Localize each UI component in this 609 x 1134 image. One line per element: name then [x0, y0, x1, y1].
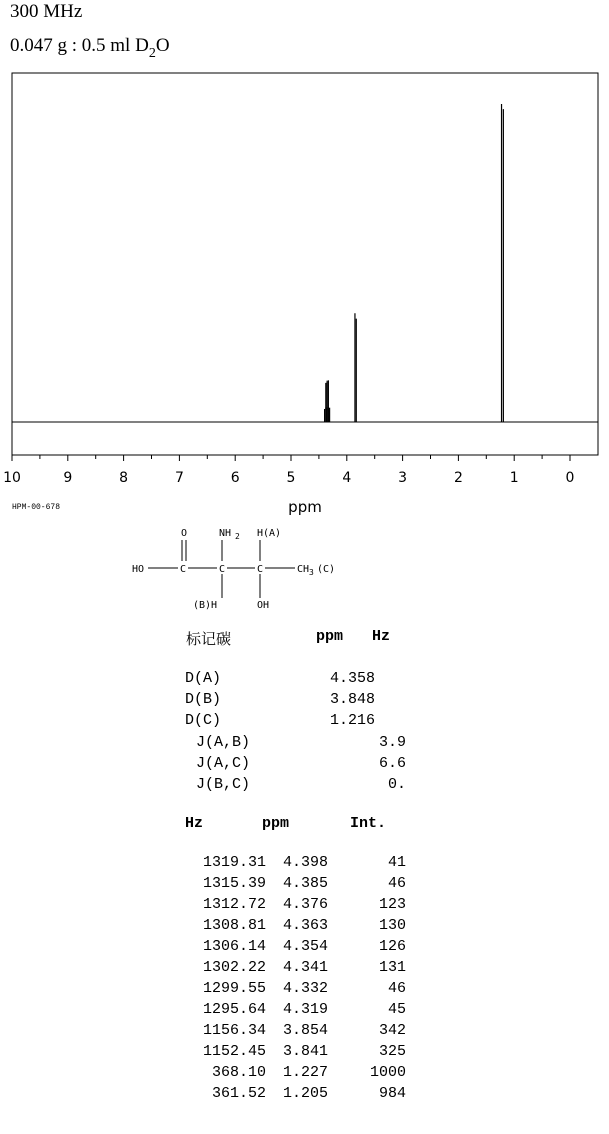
peak-ppm-cell: 1.227 — [282, 1064, 328, 1081]
peak-ppm-cell: 4.376 — [282, 896, 328, 913]
peak-ppm-cell: 3.854 — [282, 1022, 328, 1039]
peak-int-cell: 325 — [378, 1043, 406, 1060]
peak-int-cell: 126 — [378, 938, 406, 955]
assign-header-hz: Hz — [372, 628, 391, 645]
peak-hz-cell: 1312.72 — [202, 896, 266, 913]
peak-ppm-cell: 4.354 — [282, 938, 328, 955]
peak-int-cell: 46 — [387, 980, 406, 997]
peak-ppm-cell: 4.363 — [282, 917, 328, 934]
spectrum-code: HPM-00-678 — [12, 503, 61, 512]
structure-label-ch: CH — [297, 564, 310, 575]
structure-label-c3: C — [257, 564, 264, 575]
peak-ppm-cell: 4.398 — [282, 854, 328, 871]
shift-value-a: 4.358 — [330, 670, 376, 687]
shift-label-c: D(C) — [185, 712, 222, 729]
structure-label-o: O — [181, 528, 188, 539]
assign-header-label: 标记碳 — [186, 630, 232, 648]
peak-int-cell: 41 — [387, 854, 406, 871]
shift-value-b: 3.848 — [330, 691, 376, 708]
peak-hz-cell: 1308.81 — [202, 917, 266, 934]
x-tick-label: 6 — [230, 470, 240, 486]
x-tick-label: 5 — [286, 470, 296, 486]
peak-hz-cell: 1299.55 — [202, 980, 266, 997]
peak-hz-cell: 1315.39 — [202, 875, 266, 892]
peak-header-ppm: ppm — [262, 815, 290, 832]
structure-label-bh: (B)H — [193, 600, 218, 611]
peak-header-int: Int. — [350, 815, 387, 832]
peak-ppm-cell: 4.319 — [282, 1001, 328, 1018]
peak-int-cell: 1000 — [369, 1064, 406, 1081]
x-tick-label: 1 — [509, 470, 519, 486]
structure-label-nh: NH — [219, 528, 232, 539]
coupling-value-ab: 3.9 — [378, 734, 406, 751]
shift-label-b: D(B) — [185, 691, 222, 708]
structure-label-c1: C — [180, 564, 187, 575]
plot-frame — [12, 73, 598, 455]
x-axis-ticks — [12, 455, 570, 461]
sample-subscript: 2 — [148, 46, 156, 61]
peak-hz-cell: 1319.31 — [202, 854, 266, 871]
sample-prefix: 0.047 g : 0.5 ml D — [10, 35, 149, 56]
x-tick-label: 8 — [119, 470, 129, 486]
coupling-label-ac: J(A,C) — [196, 755, 251, 772]
peak-int-cell: 130 — [378, 917, 406, 934]
molecular-structure — [125, 522, 365, 614]
nmr-spectrum-chart — [0, 60, 609, 520]
structure-label-ch-sub: 3 — [309, 568, 314, 577]
coupling-value-ac: 6.6 — [378, 755, 406, 772]
shift-label-a: D(A) — [185, 670, 222, 687]
structure-label-c-tag: (C) — [317, 564, 336, 575]
x-tick-label: 9 — [63, 470, 73, 486]
peak-ppm-cell: 3.841 — [282, 1043, 328, 1060]
assign-header-ppm: ppm — [316, 628, 344, 645]
structure-label-c2: C — [219, 564, 226, 575]
structure-label-oh: OH — [257, 600, 270, 611]
peak-ppm-cell: 4.341 — [282, 959, 328, 976]
peak-int-cell: 46 — [387, 875, 406, 892]
peak-group — [325, 104, 504, 422]
peak-ppm-cell: 1.205 — [282, 1085, 328, 1102]
sample-suffix: O — [155, 35, 170, 56]
peak-int-cell: 131 — [378, 959, 406, 976]
coupling-label-ab: J(A,B) — [196, 734, 251, 751]
coupling-label-bc: J(B,C) — [196, 776, 251, 793]
structure-label-ha: H(A) — [257, 528, 282, 539]
peak-hz-cell: 368.10 — [211, 1064, 266, 1081]
peak-int-cell: 984 — [378, 1085, 406, 1102]
shift-value-c: 1.216 — [330, 712, 376, 729]
peak-hz-cell: 1306.14 — [202, 938, 266, 955]
x-tick-label: 3 — [398, 470, 408, 486]
coupling-value-bc: 0. — [387, 776, 406, 793]
peak-hz-cell: 1295.64 — [202, 1001, 266, 1018]
peak-header-hz: Hz — [185, 815, 204, 832]
peak-int-cell: 123 — [378, 896, 406, 913]
structure-label-ho: HO — [132, 564, 145, 575]
peak-hz-cell: 1302.22 — [202, 959, 266, 976]
peak-ppm-cell: 4.332 — [282, 980, 328, 997]
x-tick-label: 0 — [565, 470, 575, 486]
peak-int-cell: 45 — [387, 1001, 406, 1018]
peak-hz-cell: 1152.45 — [202, 1043, 266, 1060]
structure-label-nh-sub: 2 — [235, 532, 240, 541]
peak-hz-cell: 361.52 — [211, 1085, 266, 1102]
spectrometer-frequency: 300 MHz — [10, 1, 83, 22]
x-axis-tick-labels — [3, 470, 574, 486]
peak-ppm-cell: 4.385 — [282, 875, 328, 892]
x-tick-label: 4 — [342, 470, 352, 486]
peak-hz-cell: 1156.34 — [202, 1022, 266, 1039]
x-tick-label: 10 — [3, 470, 21, 486]
x-tick-label: 7 — [174, 470, 184, 486]
x-tick-label: 2 — [453, 470, 463, 486]
x-axis-label: ppm — [288, 498, 322, 516]
peak-int-cell: 342 — [378, 1022, 406, 1039]
